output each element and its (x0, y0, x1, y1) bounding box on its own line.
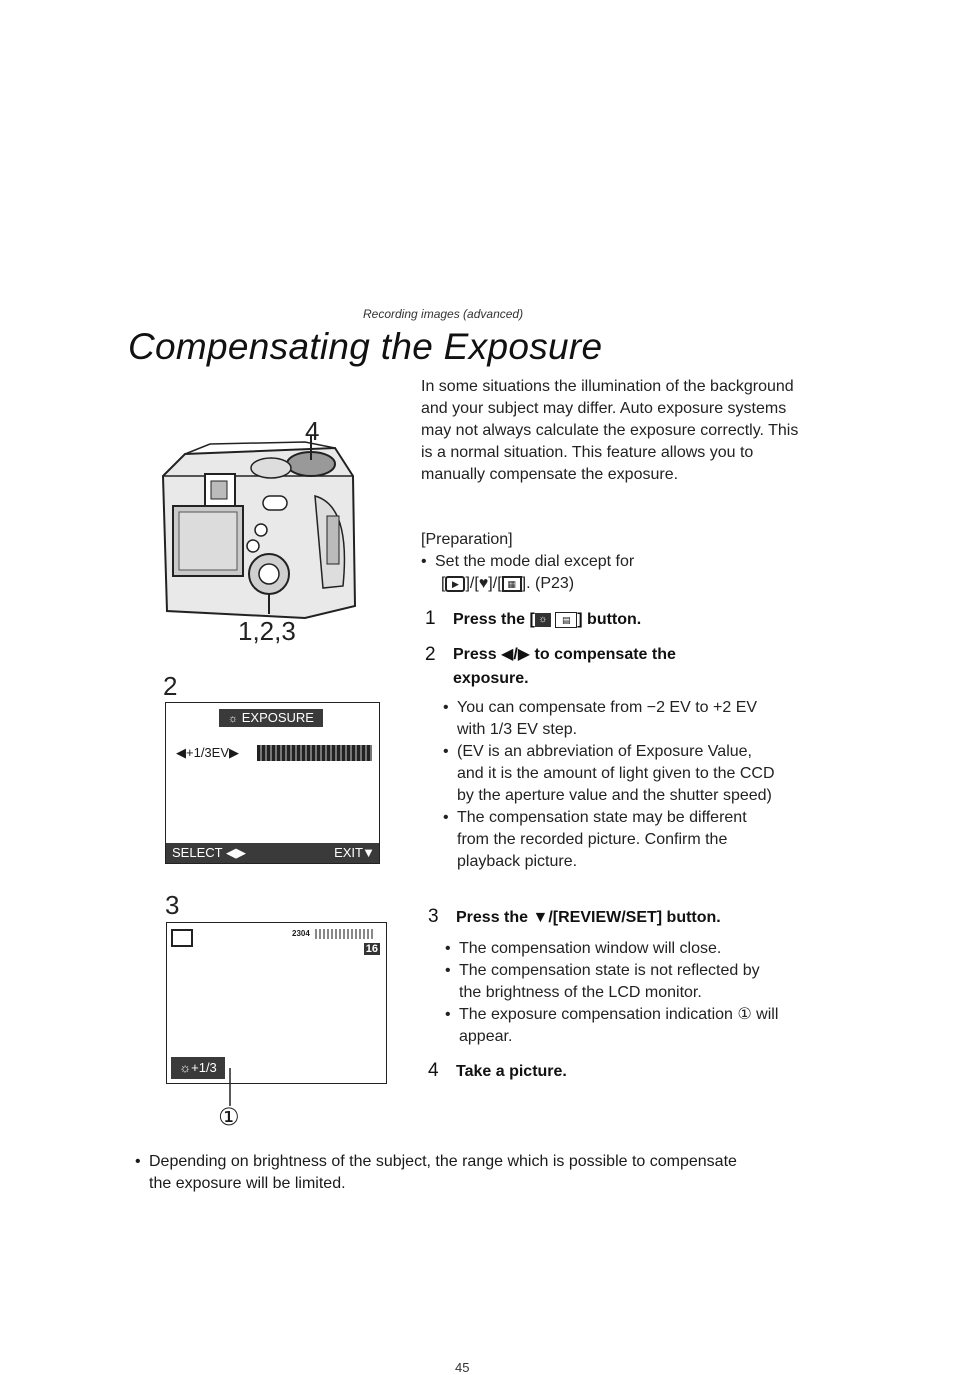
exposure-button-icon: ☼ (535, 613, 551, 627)
playback-mode-icon: ▶ (445, 576, 465, 592)
note-bullet: • Depending on brightness of the subject, the range which is possible to compensate the exposure will be limited. (135, 1151, 755, 1195)
motion-mode-icon: ▦ (502, 576, 522, 592)
screen3-label: 3 (165, 890, 180, 920)
page-number: 45 (455, 1360, 470, 1375)
select-arrows-icon: ◀▶ (225, 845, 246, 860)
step-4 (428, 1059, 808, 1084)
step-2 (425, 643, 725, 691)
quality-icon (315, 929, 375, 939)
note (135, 1151, 755, 1195)
ev-value (176, 745, 239, 761)
exposure-title-bar (219, 709, 323, 727)
step-3-bullet-1: • The compensation window will close. (445, 938, 785, 960)
ev-indicator (171, 1057, 225, 1079)
callout-number: ① (218, 1104, 240, 1131)
exposure-title: EXPOSURE (241, 710, 314, 725)
step-4-number: 4 (428, 1060, 439, 1081)
step-3-bullet-2: • The compensation state is not reflected by the brightness of the LCD monitor. (445, 960, 785, 1004)
ev-scale (257, 745, 372, 761)
backlight-icon: ▤ (555, 612, 577, 628)
step-1-pre: Press the [ (453, 611, 535, 628)
step-3-label: Press the ▼/[REVIEW/SET] button. (456, 909, 721, 926)
bottom-bar (166, 843, 379, 863)
select-label: SELECT (172, 845, 223, 860)
section-label: Recording images (advanced) (363, 307, 524, 321)
step-2-bullet-3: • The compensation state may be different from the recorded picture. Confirm the playback picture. (443, 807, 783, 873)
exposure-screen (165, 702, 380, 864)
down-arrow-icon: ▼ (362, 845, 375, 860)
preparation-suffix: (P23) (534, 575, 575, 592)
step-1-number: 1 (425, 608, 436, 629)
step-2-bullet-1: • You can compensate from −2 EV to +2 EV with 1/3 EV step. (443, 697, 783, 741)
page-title: Compensating the Exposure (128, 326, 603, 367)
camera-mode-icon (171, 929, 193, 947)
step-2-label: Press ◀/▶ to compensate the exposure. (453, 646, 676, 687)
step-4-label: Take a picture. (456, 1063, 567, 1080)
step-3-bullet-3: • The exposure compensation indication ① will appear. (445, 1004, 785, 1048)
camera-illustration (155, 436, 360, 626)
exposure-icon: ☼ (228, 713, 239, 725)
heart-mode-icon: ♥ (478, 575, 489, 592)
step-3-number: 3 (428, 906, 439, 927)
arrow-right-icon: ▶ (229, 745, 240, 760)
camera-label-123: 1,2,3 (238, 616, 296, 646)
exposure-indicator-icon: ☼ (179, 1060, 192, 1075)
preparation (421, 529, 801, 595)
resolution-label: 2304 (292, 929, 310, 938)
step-2-bullet-2: • (EV is an abbreviation of Exposure Value, and it is the amount of light given to the CCD by the aperture value and the shutter speed) (443, 741, 783, 807)
camera-label-4: 4 (305, 416, 320, 446)
step-3 (428, 905, 808, 930)
preparation-heading: [Preparation] (421, 531, 513, 548)
screen2-label: 2 (163, 671, 178, 701)
step-1-post: ] button. (577, 611, 642, 628)
callout-line (220, 1068, 240, 1108)
step-1 (425, 607, 805, 632)
preparation-bullet-text: Set the mode dial except for (435, 553, 635, 570)
step-3-bullets (445, 938, 785, 1048)
step-2-number: 2 (425, 644, 436, 665)
ev-value-text: +1/3EV (186, 745, 230, 760)
record-screen (166, 922, 387, 1084)
exit-label: EXIT (334, 845, 363, 860)
arrow-left-icon: ◀ (176, 745, 186, 760)
mode-icons: [ ▶ ]/[♥]/[ ▦ ]. (441, 575, 531, 592)
step-2-bullets (443, 697, 783, 873)
ev-indicator-value: +1/3 (191, 1060, 217, 1075)
preparation-bullet (421, 551, 801, 595)
intro-text: In some situations the illumination of the background and your subject may differ. Auto exposure systems may not always calculate the exposure correctly. This is a normal situation. This feature allows you to manually compensate the exposure. (421, 378, 799, 483)
shots-count: 16 (365, 943, 378, 955)
